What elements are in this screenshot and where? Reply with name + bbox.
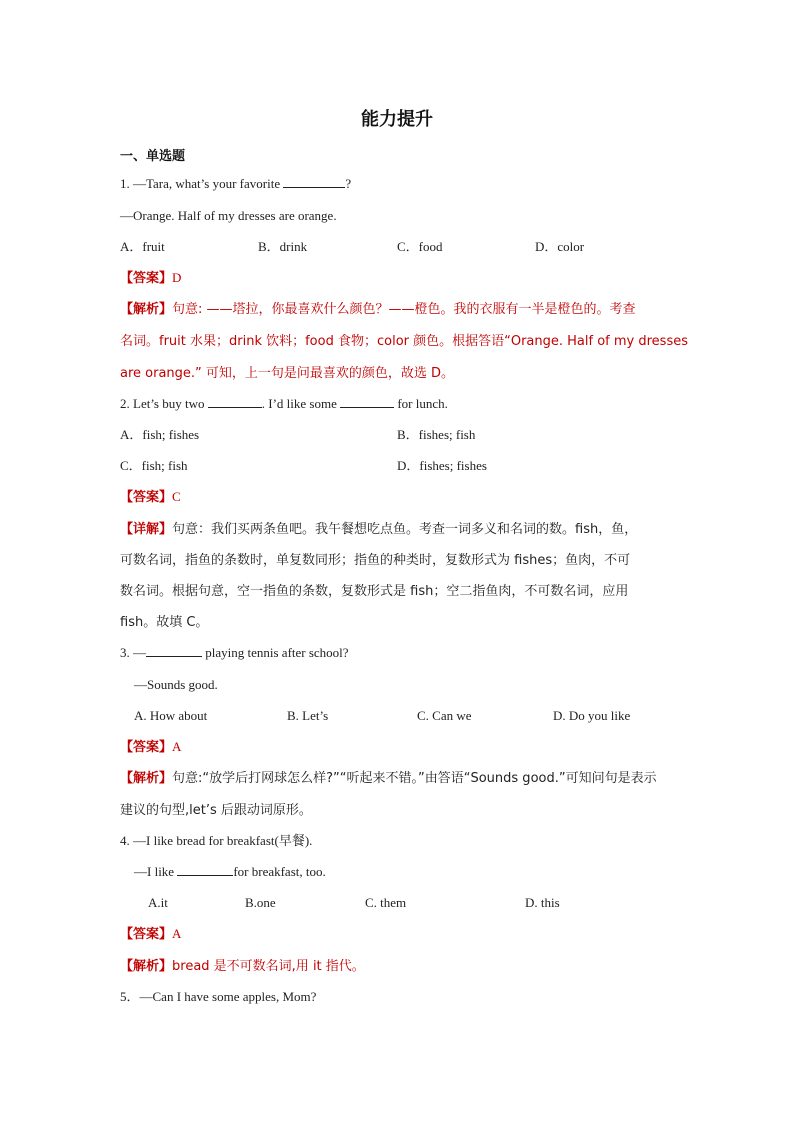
question-4-stem: 4. —I like bread for breakfast(早餐).: [120, 833, 313, 848]
question-5-stem: 5．—Can I have some apples, Mom?: [120, 989, 317, 1004]
question-3-explanation-line-1: 【解析】句意:“放学后打网球怎么样?”“听起来不错。”由答语“Sounds good.”可知问句是表示: [120, 771, 657, 786]
question-1-option-b: B．drink: [258, 239, 308, 254]
question-2-option-a: A．fish; fishes: [120, 427, 200, 442]
question-1-option-c: C．food: [397, 239, 443, 254]
question-3-reply: —Sounds good.: [134, 677, 218, 692]
question-2-stem: 2. Let’s buy two . I’d like some for lunch.: [120, 396, 448, 411]
question-4-option-b: B.one: [245, 895, 276, 910]
question-4-option-c: C. them: [365, 895, 407, 910]
question-4-answer: 【答案】A: [120, 926, 182, 942]
answer-blank: [340, 396, 394, 408]
section-heading: 一、单选题: [120, 149, 186, 164]
question-2-option-d: D．fishes; fishes: [397, 458, 487, 473]
question-2-explanation-line-3: 数名词。根据句意，空一指鱼的条数，复数形式是 fish；空二指鱼肉，不可数名词，应用: [120, 584, 629, 599]
question-2-option-b: B．fishes; fish: [397, 427, 476, 442]
question-2-explanation-line-4: fish。故填 C。: [120, 615, 209, 630]
question-1-answer: 【答案】D: [120, 270, 182, 286]
question-2-explanation-line-1: 【详解】句意：我们买两条鱼吧。我午餐想吃点鱼。考查一词多义和名词的数。fish，鱼，: [120, 522, 638, 537]
question-2-option-c: C．fish; fish: [120, 458, 188, 473]
question-3-option-b: B. Let’s: [287, 708, 329, 723]
question-1-explanation-line-1: 【解析】句意: ——塔拉，你最喜欢什么颜色？——橙色。我的衣服有一半是橙色的。考查: [120, 302, 636, 317]
question-1-explanation-line-3: are orange.” 可知，上一句是问最喜欢的颜色，故选 D。: [120, 366, 455, 381]
answer-blank: [146, 645, 202, 657]
question-2-answer: 【答案】C: [120, 489, 181, 505]
question-4-explanation-line-1: 【解析】bread 是不可数名词,用 it 指代。: [120, 959, 365, 974]
question-3-option-c: C. Can we: [417, 708, 472, 723]
question-3-option-d: D. Do you like: [553, 708, 631, 723]
question-3-stem: 3. — playing tennis after school?: [120, 645, 349, 660]
question-2-explanation-line-2: 可数名词，指鱼的条数时，单复数同形；指鱼的种类时，复数形式为 fishes；鱼肉，不可: [120, 553, 631, 568]
page-title: 能力提升: [361, 109, 433, 130]
question-3-answer: 【答案】A: [120, 739, 182, 755]
question-1-reply: —Orange. Half of my dresses are orange.: [120, 208, 337, 223]
answer-blank: [177, 864, 233, 876]
question-3-explanation-line-2: 建议的句型,let’s 后跟动词原形。: [120, 803, 312, 818]
question-1-option-d: D．color: [535, 239, 585, 254]
question-4-option-d: D. this: [525, 895, 560, 910]
question-1-explanation-line-2: 名词。fruit 水果；drink 饮料；food 食物；color 颜色。根据答语“Orange. Half of my dresses: [120, 334, 688, 349]
question-3-option-a: A. How about: [134, 708, 208, 723]
answer-blank: [283, 176, 345, 188]
question-1-option-a: A．fruit: [120, 239, 165, 254]
question-4-reply: —I like for breakfast, too.: [134, 864, 326, 879]
question-4-option-a: A.it: [148, 895, 168, 910]
question-1-stem: 1. —Tara, what’s your favorite ?: [120, 176, 352, 191]
answer-blank: [208, 396, 262, 408]
